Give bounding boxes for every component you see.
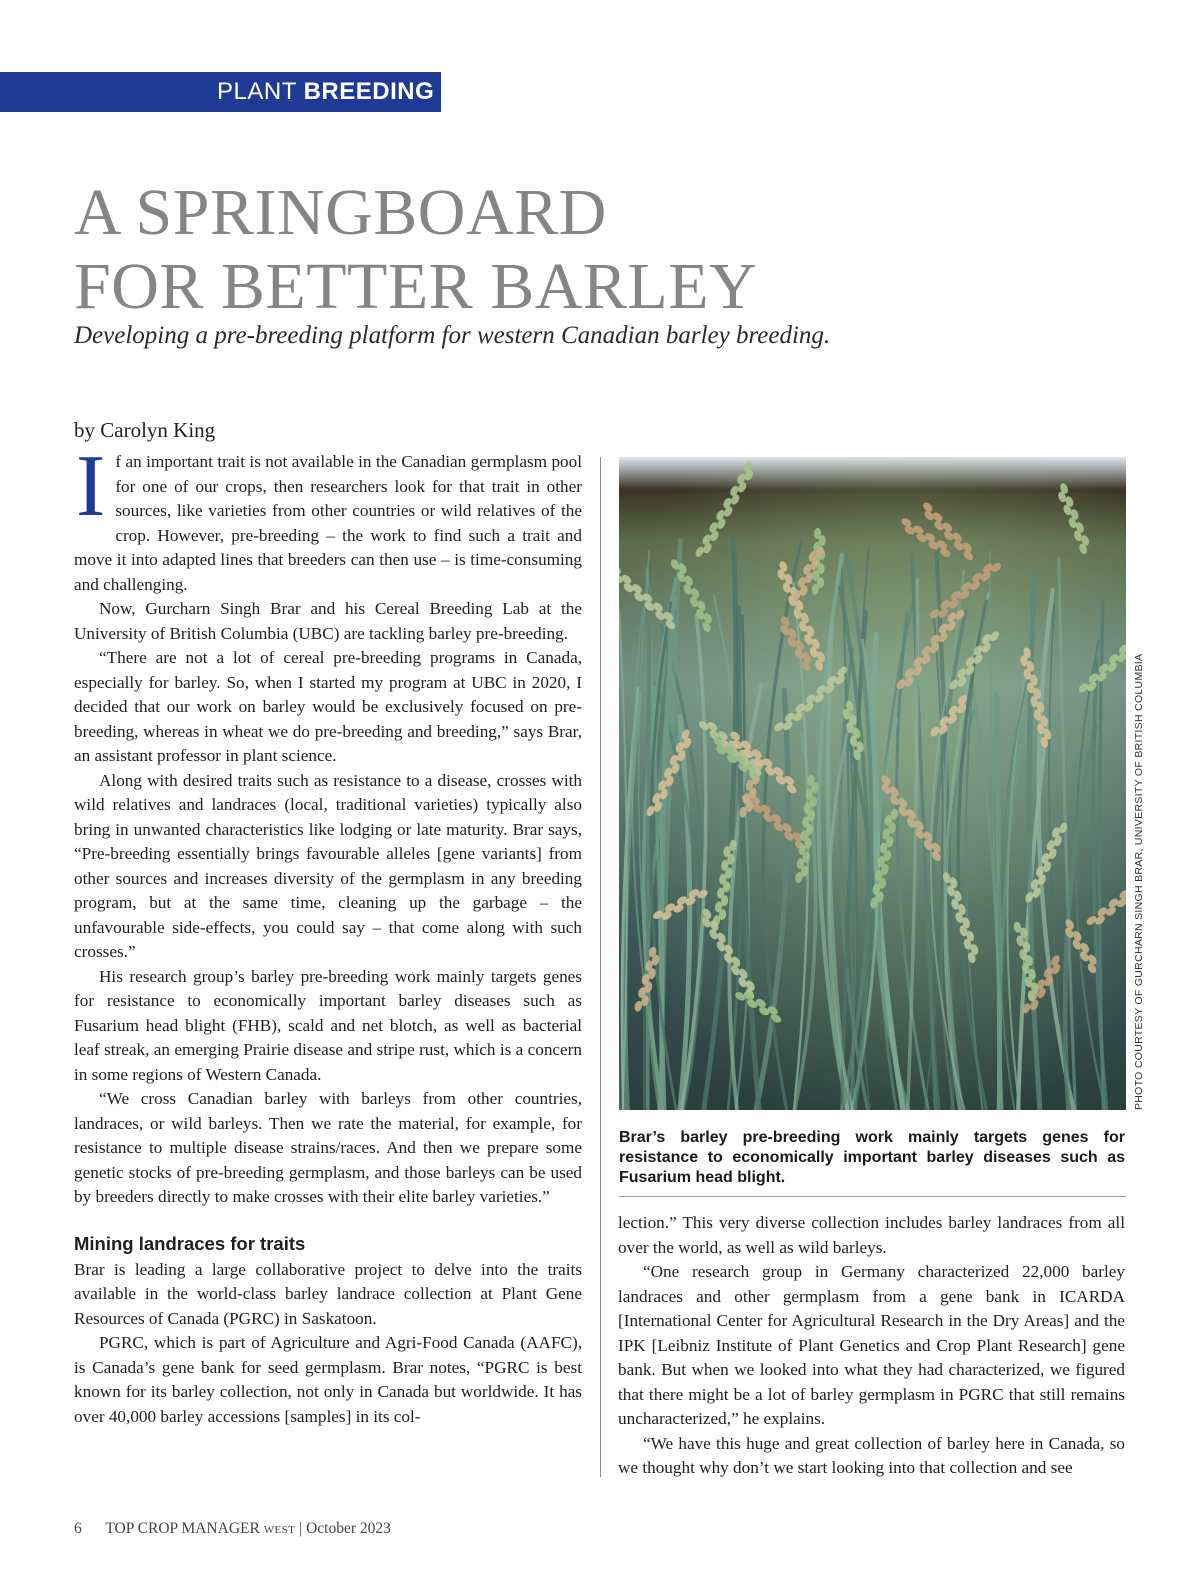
body-paragraph: “We cross Canadian barley with barleys from other countries, landraces, or wild barleys. Then we rate the material, for example, for resistance to multiple disease strains/races. And then we prepare some genetic stocks of pre-breeding germplasm, and those barleys can be used by breeders directly to make crosses with their elite barley varieties.” [74, 1089, 582, 1206]
page-footer [74, 1520, 391, 1538]
lead-paragraph [74, 438, 582, 597]
section-subhead: Mining landraces for traits [74, 1232, 306, 1254]
body-paragraph: PGRC, which is part of Agriculture and Agri-Food Canada (AAFC), is Canada’s gene bank for seed germplasm. Brar notes, “PGRC is best known for its barley collection, not only in Canada but worldwide. It has over 40,000 barley accessions [samples] in its col- [74, 1333, 582, 1426]
body-paragraph: lection.” This very diverse collection includes barley landraces from all over the world, as well as wild barleys. [618, 1213, 1125, 1257]
page-number: 6 [74, 1520, 82, 1537]
body-paragraph: “We have this huge and great collection of barley here in Canada, so we thought why don’t we start looking into that collection and see [618, 1433, 1125, 1477]
left-column [74, 438, 582, 1429]
body-paragraph: “There are not a lot of cereal pre-breeding programs in Canada, especially for barley. So, when I started my program at UBC in 2020, I decided that our work on barley would be exclusively focused on pre-breeding, whereas in wheat we do pre-breeding and breeding,” says Brar, an assistant professor in plant science. [74, 648, 582, 765]
barley-field-photo [619, 457, 1126, 1110]
body-paragraph: Brar is leading a large collaborative project to delve into the traits available in the world-class barley landrace collection at Plant Gene Resources of Canada (PGRC) in Saskatoon. [74, 1259, 582, 1328]
headline-line-1: A SPRINGBOARD [74, 176, 607, 249]
barley-stem [648, 588, 650, 1110]
column-divider [600, 457, 601, 1477]
headline-line-2: FOR BETTER BARLEY [74, 250, 758, 323]
section-prefix: PLANT [217, 78, 297, 105]
body-paragraph: Along with desired traits such as resistance to a disease, crosses with wild relatives and landraces (local, traditional varieties) typically also bring in unwanted characteristics like lodging or late maturity. Brar says, “Pre-breeding essentially brings favourable alleles [gene variants] from other sources and increases diversity of the germplasm in any breeding program, but at the same time, cleaning up the garbage – the unfavourable side-effects, you could say – that come along with such crosses.” [74, 770, 582, 961]
body-paragraph: His research group’s barley pre-breeding work mainly targets genes for resistance to economically important barley diseases such as Fusarium head blight (FHB), scald and net blotch, as well as bacterial leaf streak, an emerging Prairie disease and stripe rust, which is a concern in some regions of Western Canada. [74, 966, 582, 1084]
lead-paragraph-text: f an important trait is not available in the Canadian germplasm pool for one of our crops, then researchers look for that trait in other sources, like varieties from other countries or wild relatives of the crop. However, pre-breeding – the work to find such a trait and move it into adapted lines that breeders can then use – is time-consuming and challenging. [74, 452, 582, 594]
article-headline [74, 176, 757, 324]
body-paragraph: “One research group in Germany characterized 22,000 barley landraces and other germplasm from a gene bank in ICARDA [International Center for Agricultural Research in the Dry Areas] and the IPK [Leibniz Institute of Plant Genetics and Crop Plant Research] gene bank. But when we looked into what they had characterized, we figured that there might be a lot of barley germplasm in PGRC that still remains uncharacterized,” he explains. [618, 1262, 1125, 1428]
photo-credit: PHOTO COURTESY OF GURCHARN SINGH BRAR, UNIVERSITY OF BRITISH COLUMBIA [1133, 653, 1145, 1110]
caption-divider [619, 1196, 1126, 1197]
drop-cap: I [76, 438, 106, 535]
right-column [618, 1211, 1125, 1481]
section-banner [0, 72, 441, 112]
byline: by Carolyn King [74, 418, 216, 442]
body-paragraph: Now, Gurcharn Singh Brar and his Cereal Breeding Lab at the University of British Columbia (UBC) are tackling barley pre-breeding. [74, 599, 582, 643]
photo-caption: Brar’s barley pre-breeding work mainly targets genes for resistance to economically important barley diseases such as Fusarium head blight. [619, 1129, 1125, 1186]
article-deck: Developing a pre-breeding platform for western Canadian barley breeding. [74, 322, 831, 349]
magazine-edition: WEST [263, 1524, 296, 1536]
issue-date: | October 2023 [299, 1520, 391, 1537]
section-emphasis: BREEDING [303, 78, 435, 105]
magazine-name: TOP CROP MANAGER [105, 1520, 260, 1537]
